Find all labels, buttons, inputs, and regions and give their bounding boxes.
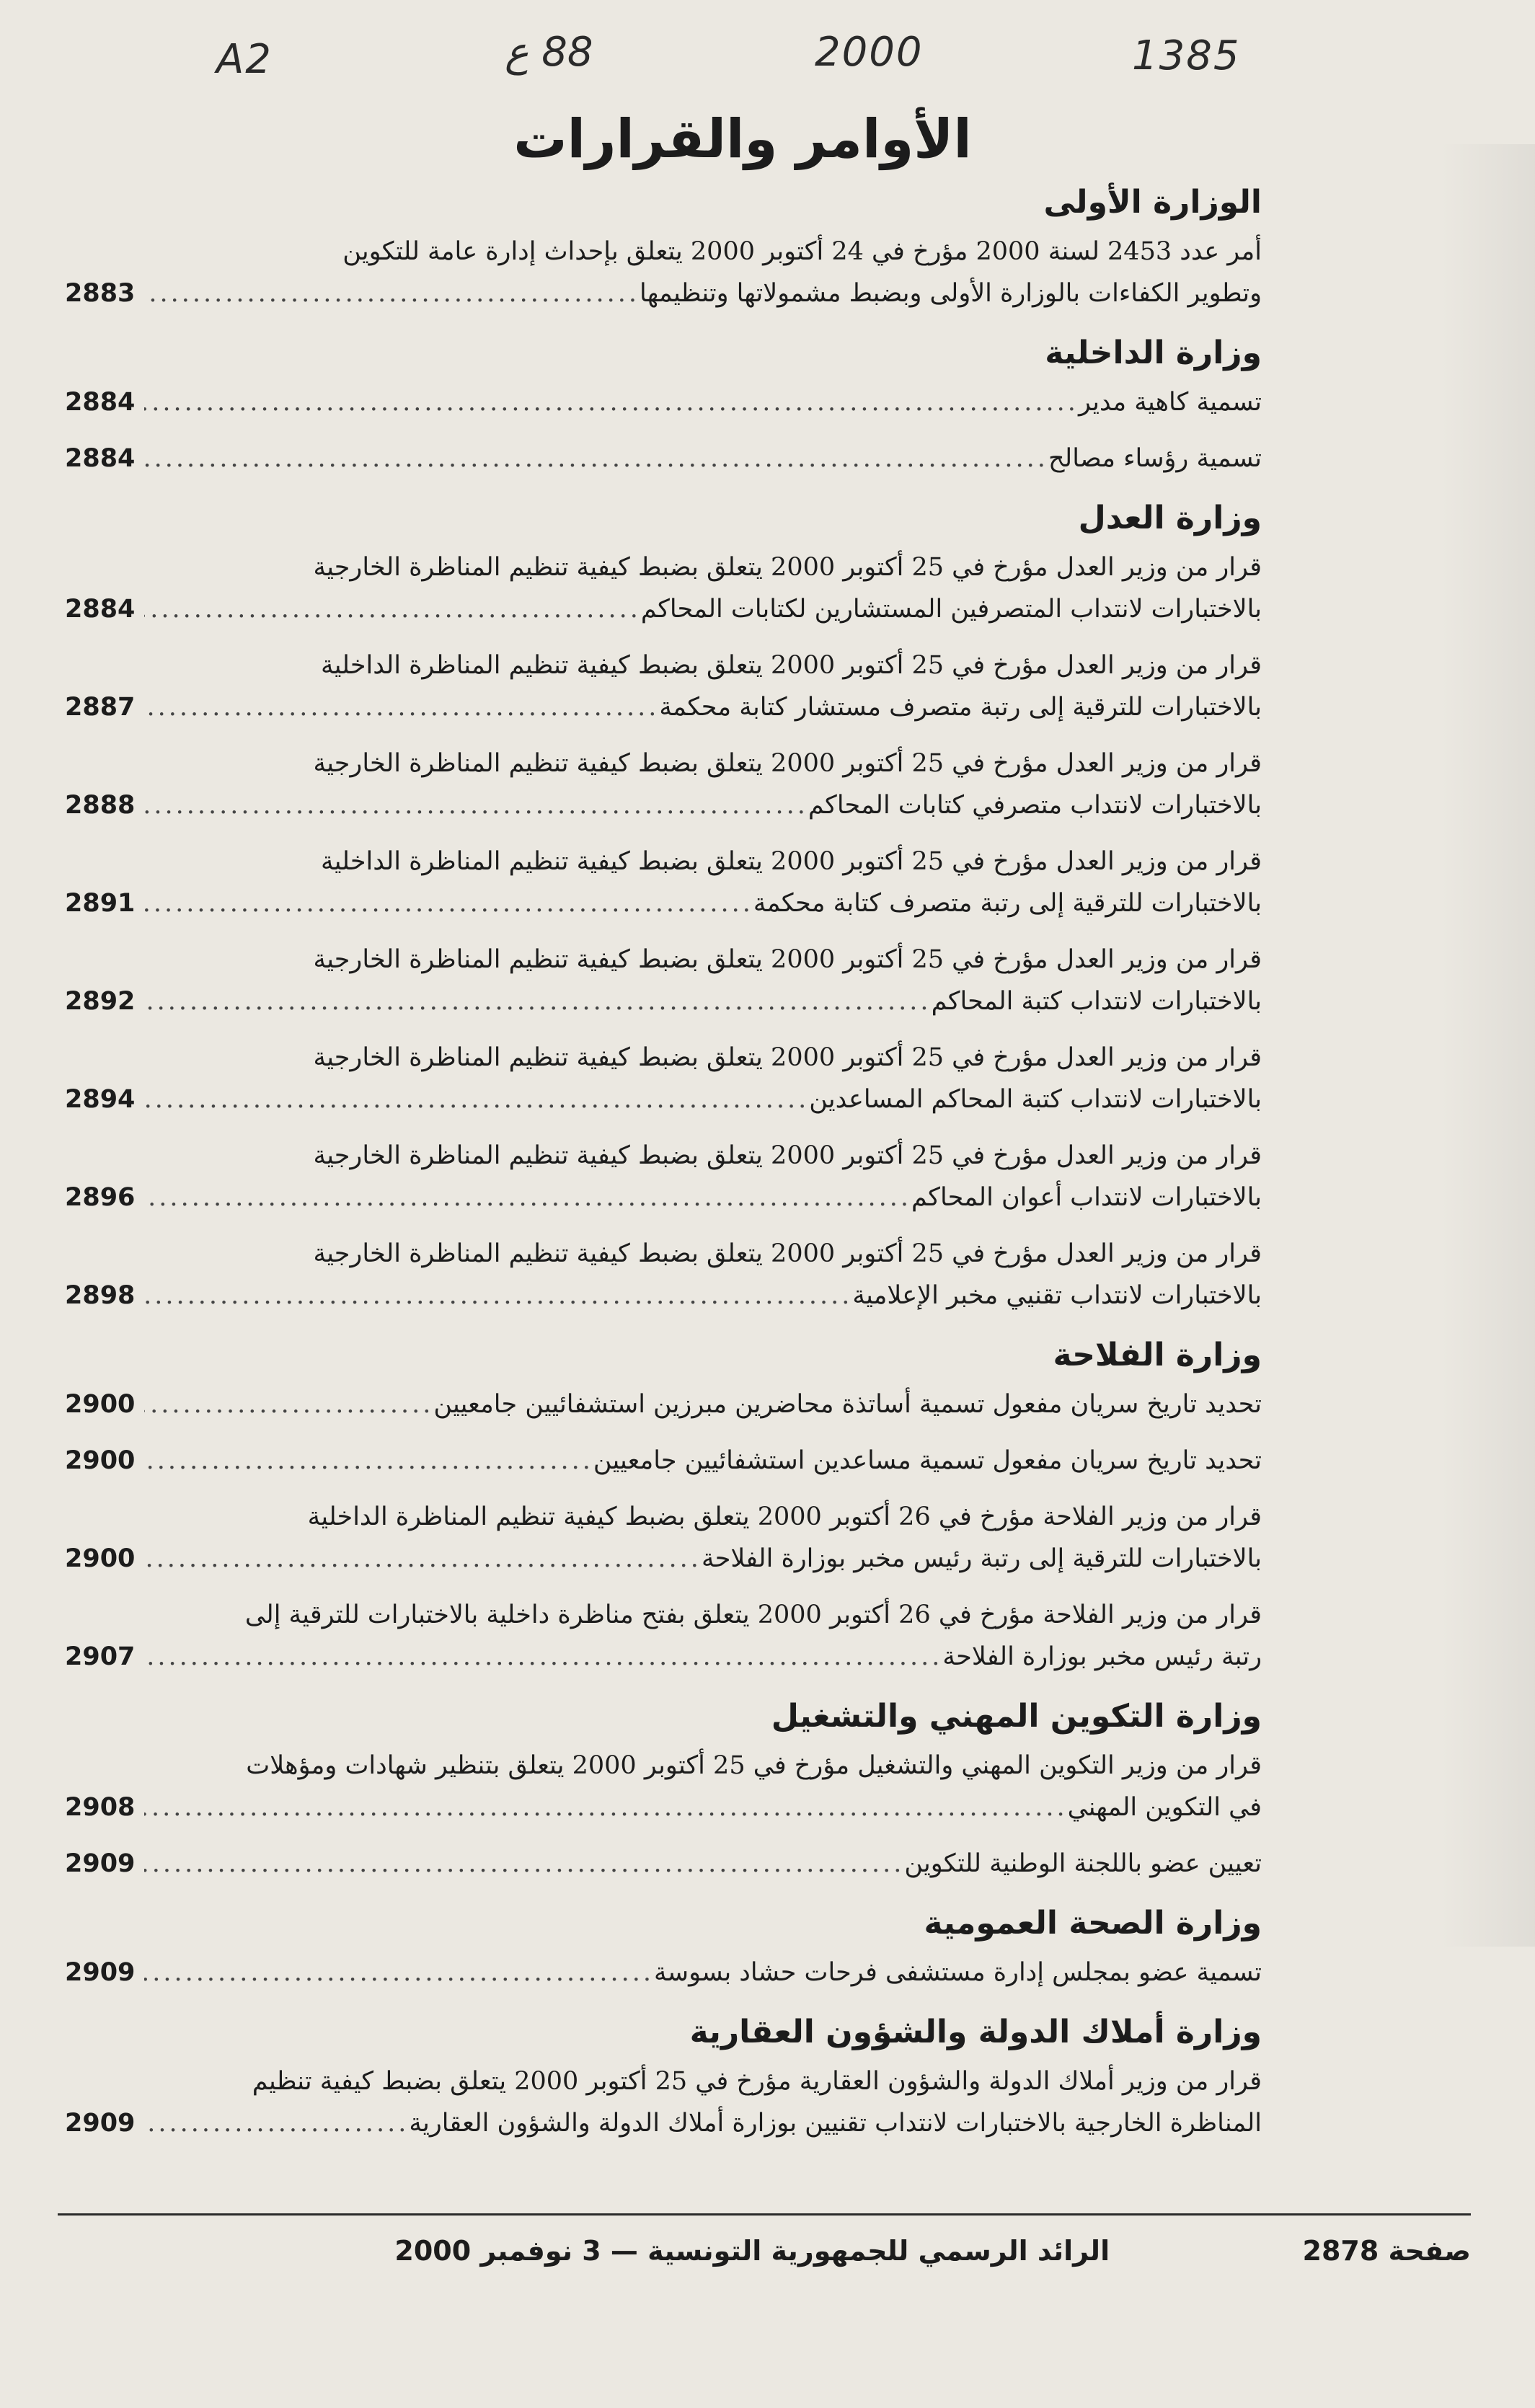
toc-entry — [65, 546, 1262, 630]
dot-leader — [144, 1079, 809, 1120]
ministry-heading: وزارة التكوين المهني والتشغيل — [771, 1698, 1262, 1735]
toc-entry — [65, 1440, 1262, 1482]
dot-leader — [144, 588, 641, 630]
dot-leader — [144, 981, 932, 1022]
entry-text-line: بالاختبارات لانتداب المتصرفين المستشارين لكتابات المحاكم — [640, 595, 1262, 624]
bleed-through-shadow — [1441, 144, 1535, 1947]
ministry-heading: الوزارة الأولى — [1043, 184, 1262, 221]
ministry-heading: وزارة أملاك الدولة والشؤون العقارية — [689, 2014, 1262, 2050]
table-of-contents — [65, 184, 1262, 2159]
toc-entry — [65, 1594, 1262, 1678]
entry-page-number: 2900 — [65, 1446, 136, 1475]
toc-entry — [65, 841, 1262, 924]
entry-last-line — [65, 273, 1262, 314]
annotation-year: 2000 — [815, 29, 924, 76]
entry-text-line: قرار من وزير العدل مؤرخ في 25 أكتوبر 2000 يتعلق بضبط كيفية تنظيم المناظرة الخارجية — [313, 749, 1262, 778]
toc-entry — [65, 2060, 1262, 2144]
entry-text-line: قرار من وزير التكوين المهني والتشغيل مؤرخ في 25 أكتوبر 2000 يتعلق بتنظير شهادات ومؤهلات — [246, 1751, 1262, 1780]
toc-entry — [65, 1496, 1262, 1580]
page-title: الأوامر والقرارات — [513, 108, 972, 170]
entry-last-line — [65, 1952, 1262, 1993]
annotation-number: 1385 — [1132, 32, 1241, 79]
dot-leader — [144, 381, 1079, 423]
entry-page-number: 2894 — [65, 1085, 136, 1114]
entry-page-number: 2909 — [65, 1849, 136, 1878]
entry-text-line: في التكوين المهني — [1067, 1793, 1262, 1822]
entry-page-number: 2883 — [65, 279, 136, 308]
entry-text-line: قرار من وزير العدل مؤرخ في 25 أكتوبر 2000 يتعلق بضبط كيفية تنظيم المناظرة الداخلية — [320, 651, 1262, 680]
entry-page-number: 2898 — [65, 1281, 136, 1310]
entry-last-line — [65, 784, 1262, 826]
entry-page-number: 2896 — [65, 1183, 136, 1212]
toc-entry — [65, 1037, 1262, 1120]
entry-last-line — [65, 882, 1262, 924]
entry-text-line: تسمية كاهية مدير — [1078, 388, 1262, 417]
entry-text-line: وتطوير الكفاءات بالوزارة الأولى وبضبط مشمولاتها وتنظيمها — [640, 279, 1262, 308]
entry-text-line: قرار من وزير العدل مؤرخ في 25 أكتوبر 2000 يتعلق بضبط كيفية تنظيم المناظرة الداخلية — [320, 847, 1262, 876]
dot-leader — [144, 1440, 593, 1482]
toc-entry — [65, 1745, 1262, 1828]
toc-entry — [65, 381, 1262, 423]
toc-entry — [65, 231, 1262, 314]
toc-entry — [65, 939, 1262, 1022]
ministry-heading: وزارة الداخلية — [1045, 335, 1262, 371]
entry-text-line: أمر عدد 2453 لسنة 2000 مؤرخ في 24 أكتوبر 2000 يتعلق بإحداث إدارة عامة للتكوين — [342, 237, 1262, 266]
dot-leader — [144, 1275, 852, 1316]
dot-leader — [144, 273, 640, 314]
entry-text-line: قرار من وزير العدل مؤرخ في 25 أكتوبر 2000 يتعلق بضبط كيفية تنظيم المناظرة الخارجية — [313, 1239, 1262, 1268]
footer-divider — [58, 2213, 1471, 2216]
entry-text-line: بالاختبارات للترقية إلى رتبة رئيس مخبر بوزارة الفلاحة — [701, 1544, 1262, 1573]
entry-last-line — [65, 981, 1262, 1022]
entry-page-number: 2907 — [65, 1642, 136, 1671]
dot-leader — [144, 438, 1048, 479]
dot-leader — [144, 2102, 409, 2144]
entry-text-line: قرار من وزير العدل مؤرخ في 25 أكتوبر 2000 يتعلق بضبط كيفية تنظيم المناظرة الخارجية — [313, 553, 1262, 582]
toc-entry — [65, 438, 1262, 479]
entry-last-line — [65, 1787, 1262, 1828]
dot-leader — [144, 1952, 654, 1993]
entry-last-line — [65, 1177, 1262, 1218]
entry-page-number: 2909 — [65, 2109, 136, 2138]
toc-entry — [65, 1952, 1262, 1993]
entry-text-line: بالاختبارات لانتداب أعوان المحاكم — [911, 1183, 1262, 1212]
entry-last-line — [65, 1275, 1262, 1316]
dot-leader — [144, 1177, 911, 1218]
page-number: صفحة 2878 — [1302, 2235, 1471, 2267]
entry-text-line: بالاختبارات لانتداب كتبة المحاكم — [931, 987, 1262, 1016]
entry-text-line: قرار من وزير العدل مؤرخ في 25 أكتوبر 2000 يتعلق بضبط كيفية تنظيم المناظرة الخارجية — [313, 1141, 1262, 1170]
footer-spacer — [58, 2235, 202, 2278]
toc-entry — [65, 743, 1262, 826]
dot-leader — [144, 1636, 942, 1678]
ministry-heading: وزارة الفلاحة — [1053, 1337, 1262, 1373]
entry-text-line: بالاختبارات للترقية إلى رتبة متصرف مستشار كتابة محكمة — [659, 693, 1262, 722]
journal-title: الرائد الرسمي للجمهورية التونسية — 3 نوفمبر 2000 — [394, 2235, 1110, 2267]
toc-entry — [65, 1233, 1262, 1316]
entry-text-line: قرار من وزير الفلاحة مؤرخ في 26 أكتوبر 2000 يتعلق بفتح مناظرة داخلية بالاختبارات للترقية إلى — [244, 1601, 1262, 1629]
entry-text-line: قرار من وزير العدل مؤرخ في 25 أكتوبر 2000 يتعلق بضبط كيفية تنظيم المناظرة الخارجية — [313, 1043, 1262, 1072]
entry-page-number: 2888 — [65, 791, 136, 820]
entry-text-line: تحديد تاريخ سريان مفعول تسمية مساعدين استشفائيين جامعيين — [593, 1446, 1262, 1475]
ministry-heading: وزارة الصحة العمومية — [924, 1905, 1262, 1942]
dot-leader — [144, 1538, 702, 1580]
entry-last-line — [65, 1843, 1262, 1885]
entry-text-line: بالاختبارات لانتداب متصرفي كتابات المحاكم — [808, 791, 1262, 820]
dot-leader — [144, 686, 659, 728]
entry-page-number: 2884 — [65, 444, 136, 473]
entry-page-number: 2900 — [65, 1544, 136, 1573]
entry-last-line — [65, 1079, 1262, 1120]
entry-text-line: تسمية رؤساء مصالح — [1048, 444, 1262, 473]
entry-last-line — [65, 1538, 1262, 1580]
entry-text-line: بالاختبارات للترقية إلى رتبة متصرف كتابة محكمة — [753, 889, 1262, 918]
entry-last-line — [65, 438, 1262, 479]
entry-page-number: 2887 — [65, 693, 136, 722]
entry-last-line — [65, 1636, 1262, 1678]
entry-text-line: بالاختبارات لانتداب كتبة المحاكم المساعدين — [809, 1085, 1262, 1114]
toc-entry — [65, 1843, 1262, 1885]
entry-text-line: قرار من وزير العدل مؤرخ في 25 أكتوبر 2000 يتعلق بضبط كيفية تنظيم المناظرة الخارجية — [313, 945, 1262, 974]
entry-page-number: 2900 — [65, 1390, 136, 1419]
entry-last-line — [65, 381, 1262, 423]
entry-page-number: 2891 — [65, 889, 136, 918]
entry-text-line: المناظرة الخارجية بالاختبارات لانتداب تقنيين بوزارة أملاك الدولة والشؤون العقارية — [409, 2109, 1262, 2138]
page-footer — [58, 2235, 1471, 2278]
entry-last-line — [65, 588, 1262, 630]
dot-leader — [144, 1843, 904, 1885]
dot-leader — [144, 1787, 1068, 1828]
entry-text-line: تعيين عضو باللجنة الوطنية للتكوين — [904, 1849, 1262, 1878]
toc-entry — [65, 1384, 1262, 1425]
entry-page-number: 2884 — [65, 595, 136, 624]
entry-last-line — [65, 1384, 1262, 1425]
entry-page-number: 2908 — [65, 1793, 136, 1822]
entry-text-line: قرار من وزير الفلاحة مؤرخ في 26 أكتوبر 2000 يتعلق بضبط كيفية تنظيم المناظرة الداخلية — [307, 1502, 1262, 1531]
entry-text-line: بالاختبارات لانتداب تقنيي مخبر الإعلامية — [852, 1281, 1262, 1310]
entry-text-line: قرار من وزير أملاك الدولة والشؤون العقارية مؤرخ في 25 أكتوبر 2000 يتعلق بضبط كيفية تنظيم — [252, 2067, 1262, 2096]
entry-page-number: 2909 — [65, 1958, 136, 1987]
ministry-heading: وزارة العدل — [1078, 500, 1262, 536]
annotation-volume: 88 ع — [505, 29, 593, 76]
entry-last-line — [65, 1440, 1262, 1482]
entry-last-line — [65, 2102, 1262, 2144]
entry-last-line — [65, 686, 1262, 728]
toc-entry — [65, 1135, 1262, 1218]
entry-page-number: 2884 — [65, 388, 136, 417]
toc-entry — [65, 645, 1262, 728]
entry-text-line: رتبة رئيس مخبر بوزارة الفلاحة — [942, 1642, 1262, 1671]
entry-text-line: تحديد تاريخ سريان مفعول تسمية أساتذة محاضرين مبرزين استشفائيين جامعيين — [433, 1390, 1262, 1419]
entry-page-number: 2892 — [65, 987, 136, 1016]
annotation-a2: A2 — [216, 36, 273, 83]
dot-leader — [144, 882, 753, 924]
dot-leader — [144, 784, 808, 826]
entry-text-line: تسمية عضو بمجلس إدارة مستشفى فرحات حشاد بسوسة — [654, 1958, 1262, 1987]
dot-leader — [144, 1384, 433, 1425]
